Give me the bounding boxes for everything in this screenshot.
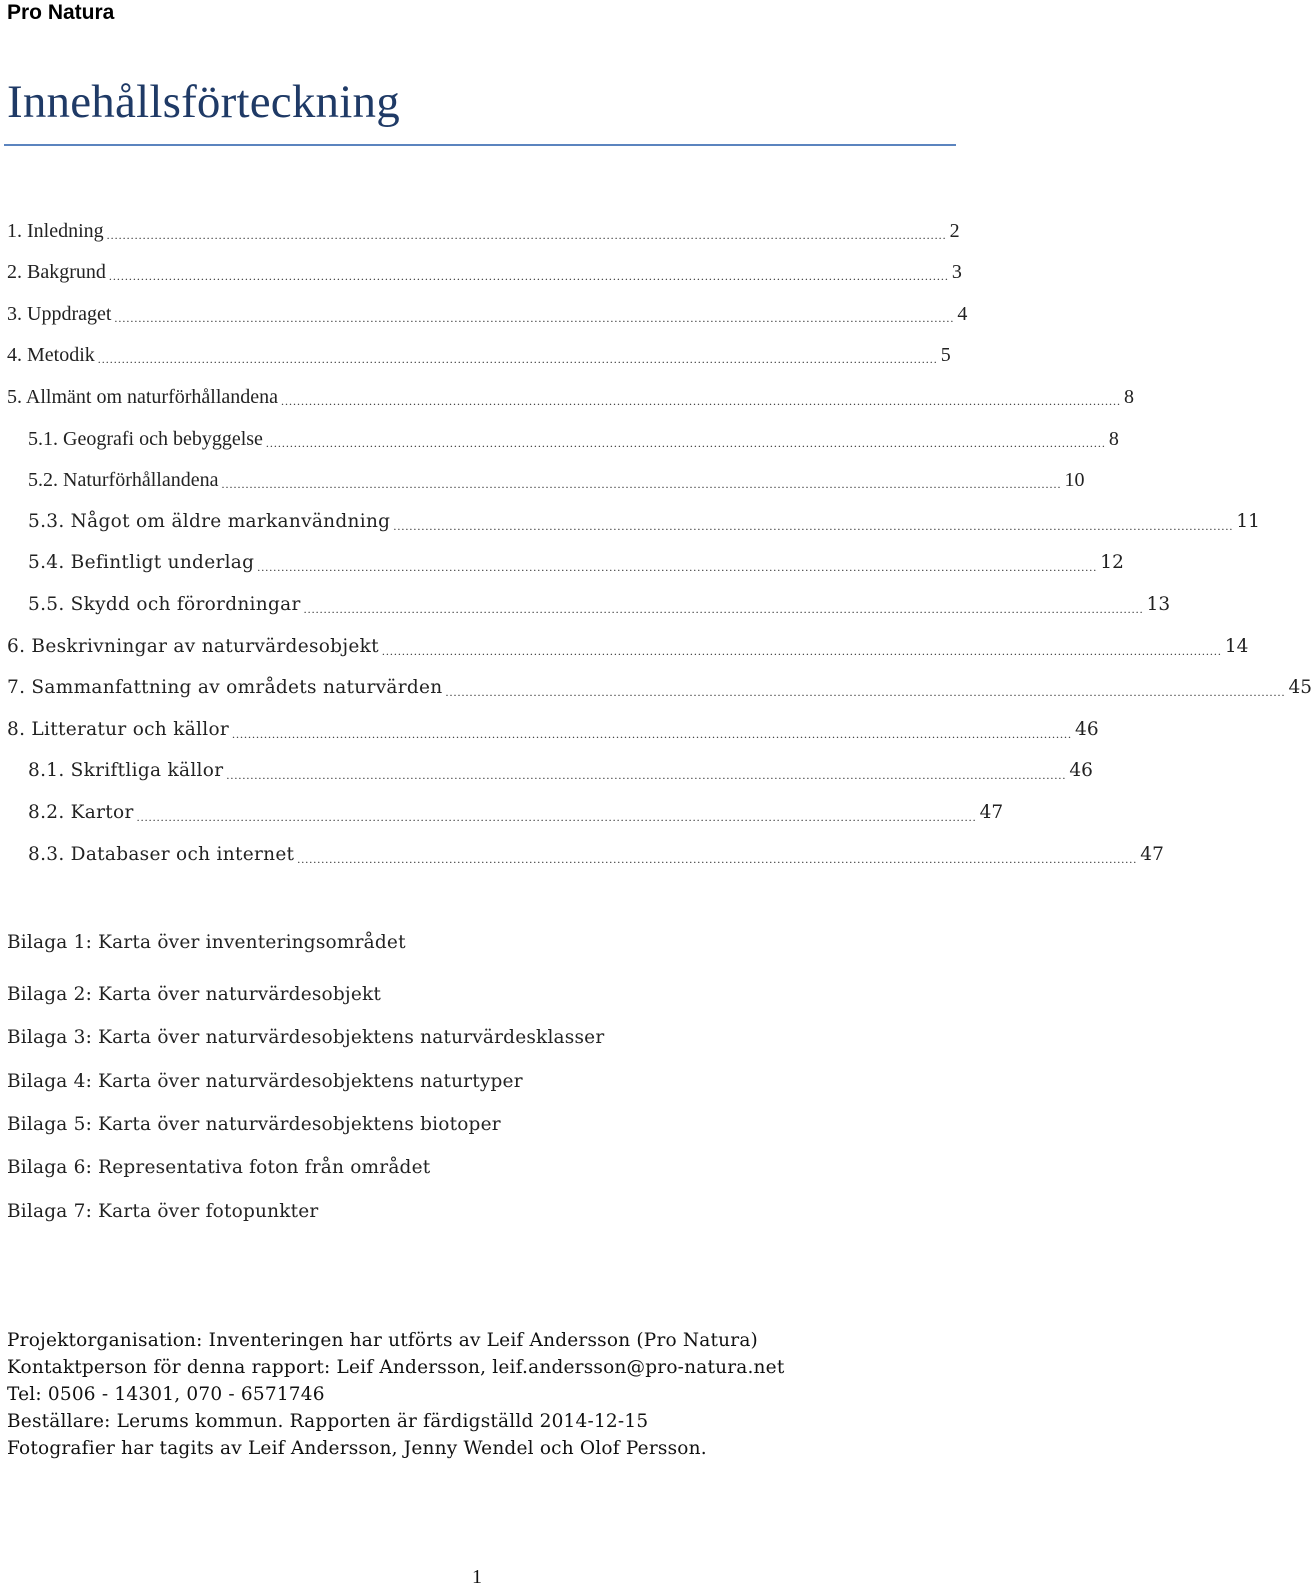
toc-leader-dots: .................................................................................................................................................................................................................. bbox=[297, 852, 1138, 866]
toc-entry-page: 2 bbox=[949, 220, 960, 242]
appendix-item: Bilaga 6: Representativa foton från området bbox=[7, 1157, 431, 1178]
toc-entry[interactable] bbox=[7, 633, 1249, 661]
page-number: 1 bbox=[472, 1566, 482, 1588]
toc-entry[interactable] bbox=[7, 716, 1099, 744]
toc-leader-dots: .................................................................................................................................................................................................................. bbox=[445, 685, 1286, 699]
toc-entry[interactable] bbox=[28, 591, 1171, 619]
toc-entry-page: 8 bbox=[1124, 386, 1135, 408]
client-and-date: Beställare: Lerums kommun. Rapporten är färdigställd 2014-12-15 bbox=[7, 1411, 649, 1432]
toc-entry-label: 1. Inledning bbox=[7, 220, 104, 242]
appendix-item: Bilaga 5: Karta över naturvärdesobjektens biotoper bbox=[7, 1114, 501, 1135]
toc-entry[interactable] bbox=[28, 757, 1093, 785]
toc-entry-page: 47 bbox=[1140, 844, 1164, 865]
toc-entry-label: 7. Sammanfattning av områdets naturvärden bbox=[7, 677, 443, 698]
toc-entry-page: 13 bbox=[1146, 594, 1171, 615]
toc-entry[interactable] bbox=[28, 466, 1085, 494]
toc-entry[interactable] bbox=[28, 425, 1119, 453]
toc-entry-label: 4. Metodik bbox=[7, 344, 95, 366]
appendix-item: Bilaga 7: Karta över fotopunkter bbox=[7, 1201, 319, 1222]
toc-entry-page: 12 bbox=[1100, 552, 1124, 573]
toc-entry[interactable] bbox=[7, 674, 1312, 702]
toc-entry-label: 6. Beskrivningar av naturvärdesobjekt bbox=[7, 636, 379, 657]
toc-leader-dots: .................................................................................................................................................................................................................. bbox=[303, 602, 1144, 616]
toc-entry-page: 4 bbox=[957, 303, 968, 325]
toc-leader-dots: .................................................................................................................................................................................................................. bbox=[136, 810, 977, 824]
toc-entry[interactable] bbox=[7, 300, 968, 328]
appendix-item: Bilaga 1: Karta över inventeringsområdet bbox=[7, 932, 406, 953]
photo-credits: Fotografier har tagits av Leif Andersson, Jenny Wendel och Olof Persson. bbox=[7, 1438, 707, 1459]
toc-entry-label: 8. Litteratur och källor bbox=[7, 719, 230, 740]
toc-entry-label: 3. Uppdraget bbox=[7, 303, 112, 325]
toc-entry-label: 5. Allmänt om naturförhållandena bbox=[7, 386, 279, 408]
appendix-item: Bilaga 3: Karta över naturvärdesobjektens naturvärdesklasser bbox=[7, 1027, 605, 1048]
organization-header: Pro Natura bbox=[7, 1, 115, 24]
title-underline bbox=[4, 144, 956, 146]
toc-entry-page: 46 bbox=[1075, 719, 1099, 740]
toc-leader-dots: .................................................................................................................................................................................................................. bbox=[257, 560, 1098, 574]
toc-entry-label: 5.5. Skydd och förordningar bbox=[28, 594, 301, 615]
toc-entry-label: 8.3. Databaser och internet bbox=[28, 844, 295, 865]
phone-numbers: Tel: 0506 - 14301, 070 - 6571746 bbox=[7, 1384, 325, 1405]
toc-entry-label: 5.3. Något om äldre markanvändning bbox=[28, 511, 391, 532]
toc-entry[interactable] bbox=[7, 258, 962, 286]
toc-leader-dots: .................................................................................................................................................................................................................. bbox=[393, 519, 1234, 533]
toc-leader-dots: .................................................................................................................................................................................................................. bbox=[232, 727, 1073, 741]
toc-entry[interactable] bbox=[28, 841, 1164, 869]
toc-leader-dots: .................................................................................................................................................................................................................. bbox=[226, 768, 1067, 782]
toc-leader-dots: .................................................................................................................................................................................................................. bbox=[106, 228, 947, 242]
toc-entry-page: 8 bbox=[1108, 428, 1119, 450]
toc-leader-dots: .................................................................................................................................................................................................................. bbox=[281, 394, 1122, 408]
toc-leader-dots: .................................................................................................................................................................................................................. bbox=[108, 269, 949, 283]
toc-entry[interactable] bbox=[28, 549, 1124, 577]
toc-entry-label: 5.2. Naturförhållandena bbox=[28, 469, 219, 491]
toc-entry-label: 8.2. Kartor bbox=[28, 802, 134, 823]
appendix-item: Bilaga 4: Karta över naturvärdesobjektens naturtyper bbox=[7, 1071, 523, 1092]
toc-entry[interactable] bbox=[7, 383, 1135, 411]
page-title: Innehållsförteckning bbox=[7, 76, 400, 128]
toc-entry[interactable] bbox=[28, 508, 1260, 536]
toc-entry-page: 3 bbox=[951, 261, 962, 283]
toc-entry[interactable] bbox=[28, 799, 1004, 827]
toc-entry-label: 5.1. Geografi och bebyggelse bbox=[28, 428, 263, 450]
toc-entry-page: 46 bbox=[1069, 760, 1093, 781]
toc-entry-page: 10 bbox=[1064, 469, 1085, 491]
toc-entry-page: 45 bbox=[1288, 677, 1312, 698]
toc-entry[interactable] bbox=[7, 217, 960, 245]
toc-leader-dots: .................................................................................................................................................................................................................. bbox=[97, 352, 938, 366]
toc-entry-page: 47 bbox=[979, 802, 1004, 823]
toc-entry-page: 5 bbox=[940, 344, 951, 366]
toc-entry-label: 2. Bakgrund bbox=[7, 261, 106, 283]
toc-entry-page: 14 bbox=[1224, 636, 1249, 657]
toc-entry-label: 8.1. Skriftliga källor bbox=[28, 760, 224, 781]
toc-entry[interactable] bbox=[7, 341, 951, 369]
contact-person: Kontaktperson för denna rapport: Leif Andersson, leif.andersson@pro-natura.net bbox=[7, 1357, 785, 1378]
toc-leader-dots: .................................................................................................................................................................................................................. bbox=[221, 477, 1062, 491]
appendix-item: Bilaga 2: Karta över naturvärdesobjekt bbox=[7, 984, 382, 1005]
toc-entry-label: 5.4. Befintligt underlag bbox=[28, 552, 255, 573]
toc-entry-page: 11 bbox=[1236, 511, 1260, 532]
toc-leader-dots: .................................................................................................................................................................................................................. bbox=[381, 644, 1222, 658]
project-organisation: Projektorganisation: Inventeringen har utförts av Leif Andersson (Pro Natura) bbox=[7, 1330, 758, 1351]
toc-leader-dots: .................................................................................................................................................................................................................. bbox=[114, 311, 955, 325]
toc-leader-dots: .................................................................................................................................................................................................................. bbox=[265, 436, 1106, 450]
